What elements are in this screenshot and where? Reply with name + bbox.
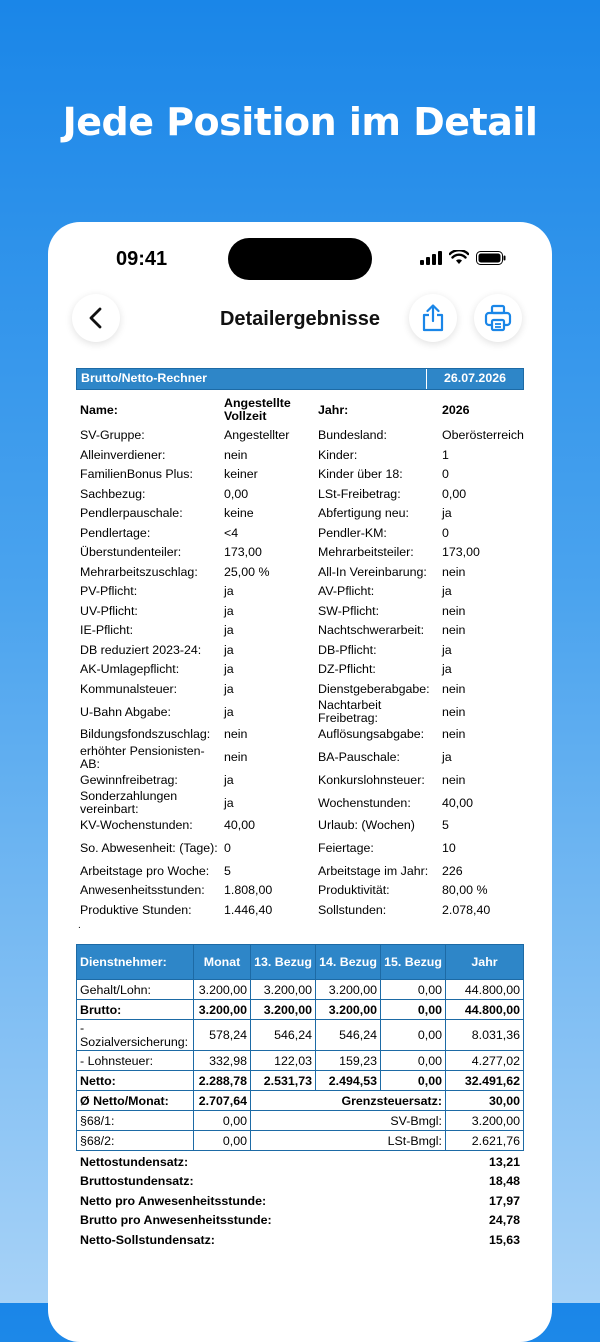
param-label: SV-Gruppe:: [80, 428, 145, 443]
table-row: [76, 394, 524, 426]
param-value: ja: [224, 584, 234, 599]
result-value: 546,24: [316, 1020, 381, 1051]
param-label: Bildungsfondszuschlag:: [80, 727, 211, 742]
param-label: Mehrarbeitsteiler:: [318, 545, 414, 560]
report-header: [76, 368, 524, 390]
lst-bmgl-label: LSt-Bmgl:: [251, 1131, 446, 1151]
table-row: [76, 1152, 524, 1172]
param-label: Anwesenheitsstunden:: [80, 883, 205, 898]
page-title: Detailergebnisse: [219, 308, 381, 330]
dynamic-island: [228, 238, 372, 280]
result-label: - Lohnsteuer:: [77, 1051, 194, 1071]
share-button[interactable]: [409, 294, 457, 342]
param-label: Abfertigung neu:: [318, 506, 409, 521]
param-value: ja: [442, 662, 452, 677]
param-value: keine: [224, 506, 254, 521]
param-value: nein: [442, 772, 466, 787]
param-label: Mehrarbeitszuschlag:: [80, 564, 198, 579]
result-value: 0,00: [381, 1000, 446, 1020]
table-row: [77, 1111, 524, 1131]
table-row: [76, 660, 524, 680]
table-row: [76, 862, 524, 882]
table-row: [76, 836, 524, 862]
param-label: IE-Pflicht:: [80, 623, 134, 638]
param-label: FamilienBonus Plus:: [80, 467, 193, 482]
table-row: [76, 602, 524, 622]
summary-label: Netto pro Anwesenheitsstunde:: [80, 1193, 267, 1208]
grenzsteuersatz-value: 30,00: [446, 1091, 524, 1111]
cellular-signal-icon: [420, 251, 442, 265]
param-value: 10: [442, 841, 456, 855]
table-row: [77, 980, 524, 1000]
results-header: 15. Bezug: [381, 945, 446, 980]
param-value: 80,00 %: [442, 883, 488, 898]
param-label: Sachbezug:: [80, 486, 146, 501]
table-row: [76, 790, 524, 816]
headline: Jede Position im Detail: [62, 100, 538, 144]
param-label: Wochenstunden:: [318, 795, 411, 810]
param-value: nein: [442, 704, 466, 719]
result-value: 2.494,53: [316, 1071, 381, 1091]
param-label: DB-Pflicht:: [318, 642, 377, 657]
result-label: Gehalt/Lohn:: [77, 980, 194, 1000]
summary-value: 18,48: [488, 1174, 520, 1189]
param-value: ja: [224, 772, 234, 787]
param-value: Angestellter: [224, 428, 290, 443]
param-label: Pendlertage:: [80, 525, 151, 540]
nav-bar: [48, 294, 552, 348]
result-value: 3.200,00: [194, 980, 251, 1000]
param-value: ja: [442, 642, 452, 657]
param-label: Kinder:: [318, 447, 358, 462]
param-value: Angestellte Vollzeit: [224, 396, 291, 423]
table-row: [76, 446, 524, 466]
param-label: Dienstgeberabgabe:: [318, 681, 430, 696]
param-label: UV-Pflicht:: [80, 603, 138, 618]
param-label: Auflösungsabgabe:: [318, 727, 425, 742]
result-value: 0,00: [381, 1071, 446, 1091]
summary-table: [76, 1152, 524, 1250]
result-value: 0,00: [381, 1051, 446, 1071]
param-label: Pendlerpauschale:: [80, 506, 183, 521]
table-row: [76, 1230, 524, 1250]
report-document: [76, 368, 524, 1250]
param-value: nein: [224, 727, 248, 742]
table-row: [77, 1131, 524, 1151]
param-value: 0,00: [224, 486, 249, 501]
param-label: Jahr:: [318, 402, 349, 417]
result-value: 3.200,00: [251, 1000, 316, 1020]
param-value: ja: [224, 795, 234, 810]
param-value: Oberösterreich: [442, 428, 524, 443]
table-row: [76, 725, 524, 745]
param-label: Produktive Stunden:: [80, 902, 192, 917]
table-row: [76, 641, 524, 661]
summary-label: Netto-Sollstundensatz:: [80, 1232, 215, 1247]
param-label: Nachtarbeit Freibetrag:: [318, 698, 382, 725]
param-label: All-In Vereinbarung:: [318, 564, 427, 579]
param-label: AK-Umlagepflicht:: [80, 662, 180, 677]
result-value: 44.800,00: [446, 1000, 524, 1020]
param-label: Pendler-KM:: [318, 525, 387, 540]
table-row: [76, 543, 524, 563]
param-value: 0: [442, 525, 449, 540]
summary-value: 17,97: [488, 1193, 520, 1208]
param-label: Alleinverdiener:: [80, 447, 166, 462]
param-label: Arbeitstage im Jahr:: [318, 863, 429, 878]
param-value: ja: [224, 603, 234, 618]
param-value: ja: [442, 506, 452, 521]
param-value: nein: [442, 727, 466, 742]
table-row: [77, 1091, 524, 1111]
battery-icon: [476, 251, 506, 265]
param-value: 173,00: [224, 545, 262, 560]
wifi-icon: [449, 250, 469, 265]
result-value: 3.200,00: [316, 980, 381, 1000]
param-value: <4: [224, 525, 239, 540]
table-row: [76, 621, 524, 641]
param-value: 40,00: [442, 795, 474, 810]
param-label: Nachtschwerarbeit:: [318, 623, 425, 638]
param-label: BA-Pauschale:: [318, 750, 400, 764]
result-label: Netto:: [77, 1071, 194, 1091]
param-value: nein: [442, 681, 466, 696]
param-label: U-Bahn Abgabe:: [80, 704, 171, 719]
result-value: 546,24: [251, 1020, 316, 1051]
result-value: 122,03: [251, 1051, 316, 1071]
param-value: ja: [224, 704, 234, 719]
param-value: 0: [224, 841, 231, 855]
result-value: 2.288,78: [194, 1071, 251, 1091]
param-value: nein: [224, 750, 248, 764]
result-label: Brutto:: [77, 1000, 194, 1020]
param-label: AV-Pflicht:: [318, 584, 375, 599]
phone-screen: [48, 222, 552, 1342]
table-row: [76, 524, 524, 544]
param-label: Kommunalsteuer:: [80, 681, 178, 696]
param-label: PV-Pflicht:: [80, 584, 138, 599]
param-value: 2.078,40: [442, 902, 491, 917]
summary-label: Nettostundensatz:: [80, 1154, 189, 1169]
param-label: Kinder über 18:: [318, 467, 403, 482]
param-label: LSt-Freibetrag:: [318, 486, 401, 501]
param-label: Gewinnfreibetrag:: [80, 772, 178, 787]
param-label: Konkurslohnsteuer:: [318, 772, 425, 787]
table-row: [76, 771, 524, 791]
grenzsteuersatz-label: Grenzsteuersatz:: [251, 1091, 446, 1111]
param-label: Sonderzahlungen vereinbart:: [80, 789, 178, 816]
param-value: 1: [442, 447, 449, 462]
param-label: Arbeitstage pro Woche:: [80, 863, 210, 878]
table-row: [76, 1172, 524, 1192]
report-date: 26.07.2026: [426, 369, 523, 389]
param-value: ja: [224, 642, 234, 657]
status-icons: [420, 250, 506, 265]
param-label: Überstundenteiler:: [80, 545, 182, 560]
results-header: 14. Bezug: [316, 945, 381, 980]
status-bar: [48, 222, 552, 292]
param-value: ja: [442, 750, 452, 764]
summary-value: 13,21: [488, 1154, 520, 1169]
status-time: 09:41: [116, 248, 168, 270]
result-value: 44.800,00: [446, 980, 524, 1000]
table-row: [76, 485, 524, 505]
table-row: [76, 699, 524, 725]
summary-value: 24,78: [488, 1213, 520, 1228]
results-header-row: [77, 945, 524, 980]
table-row: [76, 504, 524, 524]
param-value: 5: [224, 863, 231, 878]
results-table: [76, 944, 524, 1151]
param-value: 1.446,40: [224, 902, 273, 917]
param-label: SW-Pflicht:: [318, 603, 380, 618]
param-label: KV-Wochenstunden:: [80, 818, 193, 833]
table-row: [77, 1000, 524, 1020]
sv-bmgl-label: SV-Bmgl:: [251, 1111, 446, 1131]
table-row: [77, 1051, 524, 1071]
param-value: nein: [442, 623, 466, 638]
p68-2-value: 0,00: [194, 1131, 251, 1151]
result-value: 8.031,36: [446, 1020, 524, 1051]
param-label: Feiertage:: [318, 841, 374, 855]
param-value: nein: [224, 447, 248, 462]
param-value: 2026: [442, 402, 470, 417]
table-row: [76, 745, 524, 771]
param-value: nein: [442, 603, 466, 618]
summary-label: Bruttostundensatz:: [80, 1174, 194, 1189]
table-row: [76, 426, 524, 446]
table-row: [76, 465, 524, 485]
table-row: [76, 582, 524, 602]
table-row: [76, 1211, 524, 1231]
table-row: [76, 816, 524, 836]
result-value: 3.200,00: [194, 1000, 251, 1020]
report-app-name: Brutto/Netto-Rechner: [81, 371, 207, 385]
table-row: [76, 680, 524, 700]
param-label: Urlaub: (Wochen): [318, 818, 415, 833]
result-value: 2.531,73: [251, 1071, 316, 1091]
param-label: erhöhter Pensionisten-AB:: [80, 743, 205, 771]
param-value: 1.808,00: [224, 883, 273, 898]
param-value: 25,00 %: [224, 564, 270, 579]
param-value: ja: [224, 623, 234, 638]
result-value: 332,98: [194, 1051, 251, 1071]
param-label: DZ-Pflicht:: [318, 662, 376, 677]
result-value: 3.200,00: [251, 980, 316, 1000]
param-value: 173,00: [442, 545, 480, 560]
result-value: 32.491,62: [446, 1071, 524, 1091]
results-header: Monat: [194, 945, 251, 980]
share-icon: [421, 304, 445, 332]
param-value: ja: [442, 584, 452, 599]
param-value: ja: [224, 681, 234, 696]
result-value: 578,24: [194, 1020, 251, 1051]
table-row: [76, 563, 524, 583]
results-header: Dienstnehmer:: [77, 945, 194, 980]
summary-value: 15,63: [488, 1232, 520, 1247]
param-label: Name:: [80, 402, 118, 417]
p68-1-value: 0,00: [194, 1111, 251, 1131]
result-value: 159,23: [316, 1051, 381, 1071]
param-value: keiner: [224, 467, 258, 482]
result-value: 0,00: [381, 980, 446, 1000]
table-row: [76, 1191, 524, 1211]
param-value: 226: [442, 863, 463, 878]
param-value: ja: [224, 662, 234, 677]
results-header: 13. Bezug: [251, 945, 316, 980]
table-row: [77, 1020, 524, 1051]
result-value: 0,00: [381, 1020, 446, 1051]
summary-label: Brutto pro Anwesenheitsstunde:: [80, 1213, 272, 1228]
result-label: - Sozialversicherung:: [77, 1020, 194, 1051]
result-value: 4.277,02: [446, 1051, 524, 1071]
p68-1-label: §68/1:: [77, 1111, 194, 1131]
param-value: 0,00: [442, 486, 467, 501]
lst-bmgl-value: 2.621,76: [446, 1131, 524, 1151]
param-label: Produktivität:: [318, 883, 390, 898]
results-header: Jahr: [446, 945, 524, 980]
netto-monat-label: Ø Netto/Monat:: [77, 1091, 194, 1111]
param-value: 0: [442, 467, 449, 482]
netto-monat-value: 2.707,64: [194, 1091, 251, 1111]
param-label: DB reduziert 2023-24:: [80, 642, 202, 657]
param-label: Bundesland:: [318, 428, 387, 443]
result-value: 3.200,00: [316, 1000, 381, 1020]
sv-bmgl-value: 3.200,00: [446, 1111, 524, 1131]
param-label: Sollstunden:: [318, 902, 387, 917]
table-row: [76, 901, 524, 921]
param-value: 40,00: [224, 818, 256, 833]
param-label: So. Abwesenheit: (Tage):: [80, 841, 218, 855]
separator-dot: .: [78, 920, 81, 931]
param-value: nein: [442, 564, 466, 579]
table-row: [77, 1071, 524, 1091]
table-row: [76, 881, 524, 901]
parameters-table: [76, 394, 524, 920]
param-value: 5: [442, 818, 449, 833]
print-button[interactable]: [474, 294, 522, 342]
printer-icon: [484, 304, 512, 332]
p68-2-label: §68/2:: [77, 1131, 194, 1151]
